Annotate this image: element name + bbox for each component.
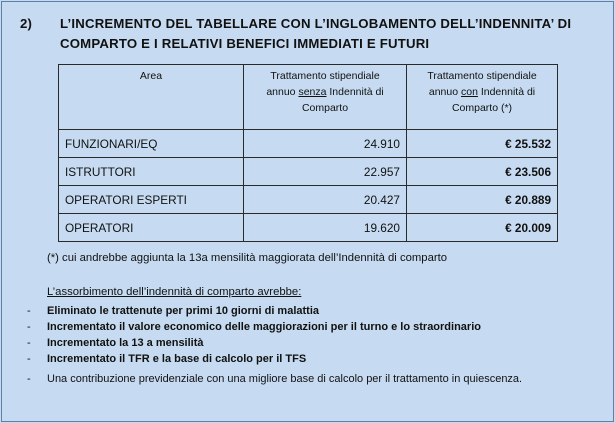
row-value-without: 19.620 <box>244 214 407 242</box>
salary-table <box>58 64 558 242</box>
list-dash: - <box>27 337 31 349</box>
row-value-with: € 20.009 <box>407 214 558 242</box>
list-dash: - <box>27 373 31 385</box>
header-col2-line1: Trattamento stipendiale <box>427 70 537 82</box>
table-row <box>59 214 558 242</box>
list-item-text: Incrementato il TFR e la base di calcolo per il TFS <box>47 353 307 365</box>
row-area: FUNZIONARI/EQ <box>59 130 244 158</box>
row-value-without: 20.427 <box>244 186 407 214</box>
header-col1-line1: Trattamento stipendiale <box>270 70 380 82</box>
list-item <box>27 351 522 367</box>
row-value-with: € 25.532 <box>407 130 558 158</box>
list-item-text: Una contribuzione previdenziale con una migliore base di calcolo per il trattamento in quiescenza. <box>47 373 523 385</box>
table-row <box>59 130 558 158</box>
list-dash: - <box>27 353 31 365</box>
header-col2-pre: annuo <box>428 86 461 98</box>
row-area: OPERATORI ESPERTI <box>59 186 244 214</box>
header-area: Area <box>59 65 244 130</box>
header-col2-post: Indennità di <box>477 86 536 98</box>
table-row <box>59 158 558 186</box>
title-line-1: L’INCREMENTO DEL TABELLARE CON L’INGLOBAMENTO DELL’INDENNITA’ DI <box>60 16 572 31</box>
list-item <box>27 335 522 351</box>
list-item-text: Eliminato le trattenute per primi 10 giorni di malattia <box>47 305 319 317</box>
row-area: ISTRUTTORI <box>59 158 244 186</box>
slide-title <box>20 14 605 54</box>
header-col1-post: Indennità di <box>326 86 384 98</box>
header-col2-underlined: con <box>460 86 478 98</box>
row-area: OPERATORI <box>59 214 244 242</box>
table-row <box>59 186 558 214</box>
list-item-text: Incrementato il valore economico delle maggiorazioni per il turno e lo straordinario <box>47 321 481 333</box>
row-value-without: 24.910 <box>244 130 407 158</box>
header-without-allowance <box>244 65 407 130</box>
header-col1-pre: annuo <box>266 86 299 98</box>
row-value-with: € 20.889 <box>407 186 558 214</box>
benefits-subtitle: L’assorbimento dell’indennità di comparto avrebbe: <box>47 286 302 298</box>
list-item-text: Incrementato la 13 a mensilità <box>47 337 204 349</box>
benefits-list <box>27 303 522 387</box>
row-value-without: 22.957 <box>244 158 407 186</box>
list-dash: - <box>27 321 31 333</box>
title-line-2: COMPARTO E I RELATIVI BENEFICI IMMEDIATI E FUTURI <box>60 36 430 51</box>
list-item <box>27 371 522 387</box>
list-item <box>27 319 522 335</box>
list-dash: - <box>27 305 31 317</box>
table-footnote: (*) cui andrebbe aggiunta la 13a mensilità maggiorata dell’Indennità di comparto <box>47 252 448 264</box>
row-value-with: € 23.506 <box>407 158 558 186</box>
table-header-row <box>59 65 558 130</box>
list-item <box>27 303 522 319</box>
title-number: 2) <box>20 16 33 31</box>
header-col1-underlined: senza <box>298 86 327 98</box>
header-col2-line3: Comparto (*) <box>451 102 513 114</box>
header-col1-line3: Comparto <box>301 102 349 114</box>
header-with-allowance <box>407 65 558 130</box>
